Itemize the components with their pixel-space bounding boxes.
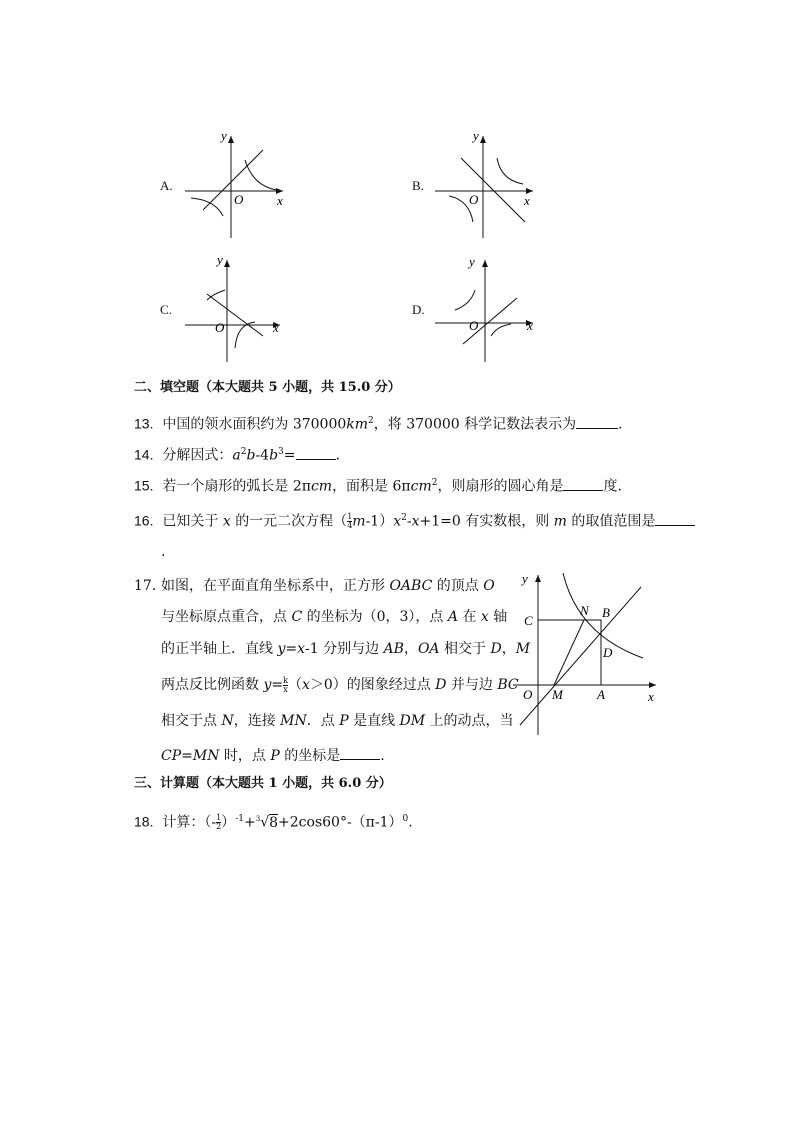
q18-root-index: 3	[255, 815, 261, 823]
q17-l4-i2: x	[301, 677, 310, 693]
q17-line-4	[161, 676, 519, 694]
q15-text-b: ，面积是 6π	[332, 478, 411, 495]
q17-fig-M: M	[552, 687, 563, 702]
graph-b-x: x	[524, 193, 530, 208]
section-2-title: 二、填空题（本大题共 5 小题，共 15.0 分）	[134, 380, 401, 395]
q13-end: .	[618, 416, 623, 433]
q14-number: 14.	[134, 446, 154, 463]
graph-b	[435, 128, 545, 240]
graph-d-x: x	[527, 318, 533, 333]
q17-l1-i2: O	[483, 578, 495, 594]
q17-l5-b: ，连接	[233, 713, 281, 729]
q14-eq: =	[283, 447, 296, 464]
q17-l5-a: 相交于点	[161, 713, 222, 729]
q16-number: 16.	[134, 512, 154, 529]
q18-radical-icon: √	[260, 814, 270, 831]
option-a-label: A.	[160, 178, 173, 193]
graph-d-y: y	[469, 254, 475, 269]
q17-l4-b: =	[271, 677, 284, 693]
q17-line-3	[161, 640, 530, 658]
q18-number: 18.	[134, 813, 154, 830]
q17-l5-c: ．点	[306, 713, 340, 729]
q18-frac-num: 1	[216, 813, 222, 823]
graph-a-x: x	[277, 193, 283, 208]
q15-unit2: cm	[410, 478, 432, 495]
q17-fig-A: A	[597, 687, 605, 702]
q17-line-2	[161, 608, 507, 626]
q17-l4-a: 两点反比例函数	[161, 677, 264, 693]
q15-number: 15.	[134, 477, 154, 494]
q16-frac-den: 4	[347, 521, 353, 531]
q18-text-b: ）	[221, 814, 236, 831]
q17-l3-a: 的正半轴上．直线	[161, 641, 278, 657]
q17-l4-i3: D	[435, 677, 447, 693]
q17-l3-i5: M	[515, 641, 531, 657]
option-d-label: D.	[412, 302, 425, 317]
q16-text-b: 的一元二次方程（	[235, 513, 348, 530]
q17-figure	[508, 565, 663, 740]
q16-x2: x	[393, 513, 402, 530]
option-b-label: B.	[412, 178, 424, 193]
q17-l5-i3: P	[339, 713, 349, 729]
q17-l4-d: ＞0）的图象经过点	[309, 677, 436, 693]
graph-c-y: y	[217, 252, 223, 267]
graph-c	[185, 252, 295, 364]
q17-line-1	[161, 577, 495, 595]
section-3-title: 三、计算题（本大题共 1 小题，共 6.0 分）	[134, 776, 392, 791]
q17-l1-a: 如图，在平面直角坐标系中，正方形	[161, 578, 390, 594]
q17-number: 17.	[134, 578, 157, 594]
q17-fig-x: x	[648, 689, 654, 704]
q16-sup: 2	[401, 513, 407, 523]
q16-text-c: -1）	[365, 513, 394, 530]
q17-l2-i: C	[291, 609, 303, 625]
question-18	[134, 810, 413, 832]
q17-fig-y: y	[522, 571, 528, 586]
q17-l4-e: 并与边	[446, 677, 498, 693]
q17-l4-frac-den: x	[283, 684, 288, 694]
q17-l1-b: 的顶点	[432, 578, 484, 594]
q17-l5-e: 上的动点，当	[425, 713, 514, 729]
q17-l3-d: 相交于	[439, 641, 491, 657]
q13-text-a: 中国的领水面积约为 370000	[162, 416, 347, 433]
q16-m: m	[352, 513, 366, 530]
q17-l3-i3: OA	[417, 641, 440, 657]
q16-text-f: 的取值范围是	[571, 513, 656, 530]
q18-root-value: 8	[269, 814, 279, 831]
q17-l6-i: CP=MN	[161, 748, 220, 764]
q15-sup: 2	[431, 478, 438, 488]
q16-frac-num: 1	[347, 512, 353, 522]
option-c-label: C.	[160, 302, 172, 317]
q17-fig-N: N	[580, 603, 589, 618]
q15-end: 度.	[603, 478, 622, 495]
q17-l3-i2: AB	[383, 641, 404, 657]
q17-line-5	[161, 712, 514, 730]
q17-l4-i: y	[263, 677, 272, 693]
q17-l6-end: .	[380, 748, 385, 764]
q14-b2: b	[269, 447, 279, 464]
question-14	[134, 443, 340, 465]
q14-mid: -4	[255, 447, 270, 464]
graph-b-origin: O	[469, 192, 479, 207]
q14-a: a	[232, 447, 241, 464]
q15-text-c: ，则扇形的圆心角是	[437, 478, 564, 495]
q17-line-6	[161, 745, 385, 765]
question-15	[134, 474, 622, 496]
q17-l2-d: 轴	[488, 609, 508, 625]
q13-number: 13.	[134, 415, 154, 432]
q16-end: .	[161, 544, 166, 560]
q18-sup2: 0	[402, 814, 409, 824]
q15-unit1: cm	[310, 478, 333, 495]
q17-l5-i: N	[221, 713, 234, 729]
q17-answer-blank[interactable]	[340, 745, 380, 760]
q17-l3-i4: D	[490, 641, 502, 657]
q14-sup2: 3	[278, 447, 284, 457]
q17-l6-i2: P	[270, 748, 280, 764]
q14-b: b	[246, 447, 256, 464]
q13-answer-blank[interactable]	[576, 414, 618, 429]
q17-fig-B: B	[602, 605, 610, 620]
q14-text-a: 分解因式：	[162, 447, 233, 464]
graph-d	[435, 252, 545, 364]
q17-l2-b: 的坐标为（0，3），点	[302, 609, 448, 625]
q16-text-d: -	[406, 513, 412, 530]
graph-b-y: y	[473, 128, 479, 143]
graph-c-origin: O	[215, 320, 225, 335]
q15-text-a: 若一个扇形的弧长是 2π	[162, 478, 311, 495]
question-13	[134, 412, 623, 434]
q17-l4-frac-num: k	[283, 675, 288, 685]
q17-l2-a: 与坐标原点重合，点	[161, 609, 292, 625]
graph-d-origin: O	[469, 318, 479, 333]
graph-c-x: x	[273, 320, 279, 335]
q17-l3-c: ，	[403, 641, 418, 657]
q17-l5-i4: DM	[399, 713, 426, 729]
q17-l3-e: ，	[501, 641, 516, 657]
q17-l3-b: -1 分别与边	[305, 641, 384, 657]
q17-fig-D: D	[603, 645, 613, 660]
graph-a-origin: O	[234, 192, 244, 207]
q18-text-d: +2cos60°-（π-1）	[278, 814, 403, 831]
graph-a-y: y	[221, 128, 227, 143]
q17-l2-i2: A	[447, 609, 459, 625]
q17-fig-O: O	[523, 687, 533, 702]
q13-sup: 2	[368, 416, 374, 426]
q16-text-a: 已知关于	[162, 513, 219, 530]
q17-l2-c: 在	[458, 609, 481, 625]
q18-text-a: 计算：（-	[162, 814, 217, 831]
q18-text-c: +	[243, 814, 256, 831]
q14-sup1: 2	[240, 447, 247, 457]
graph-a	[185, 128, 295, 240]
q17-l1-i: OABC	[389, 578, 433, 594]
q14-answer-blank[interactable]	[296, 445, 336, 460]
q17-fig-C: C	[524, 613, 533, 628]
q16-text-e: +1=0 有实数根，则	[419, 513, 550, 530]
q15-answer-blank[interactable]	[563, 476, 603, 491]
q18-sup1: -1	[235, 814, 244, 824]
q16-x: x	[222, 513, 231, 530]
q17-l5-d: 是直线	[348, 713, 400, 729]
question-16	[134, 509, 695, 531]
q17-l6-b: 的坐标是	[279, 748, 341, 764]
q13-text-b: ，将 370000 科学记数法表示为	[373, 416, 577, 433]
q17-l6-a: 时，点	[219, 748, 271, 764]
q18-end: .	[408, 814, 413, 831]
q17-l4-i4: BC	[497, 677, 519, 693]
q18-frac-den: 2	[216, 822, 222, 832]
q14-end: .	[335, 447, 340, 464]
q16-x3: x	[411, 513, 420, 530]
q17-l2-i3: x	[480, 609, 489, 625]
q17-l4-c: （	[287, 677, 302, 693]
q17-l5-i2: MN	[280, 713, 307, 729]
q16-answer-blank[interactable]	[655, 511, 695, 526]
q17-l3-i: y=x	[277, 641, 305, 657]
q16-m2: m	[553, 513, 567, 530]
q13-unit: km	[346, 416, 369, 433]
